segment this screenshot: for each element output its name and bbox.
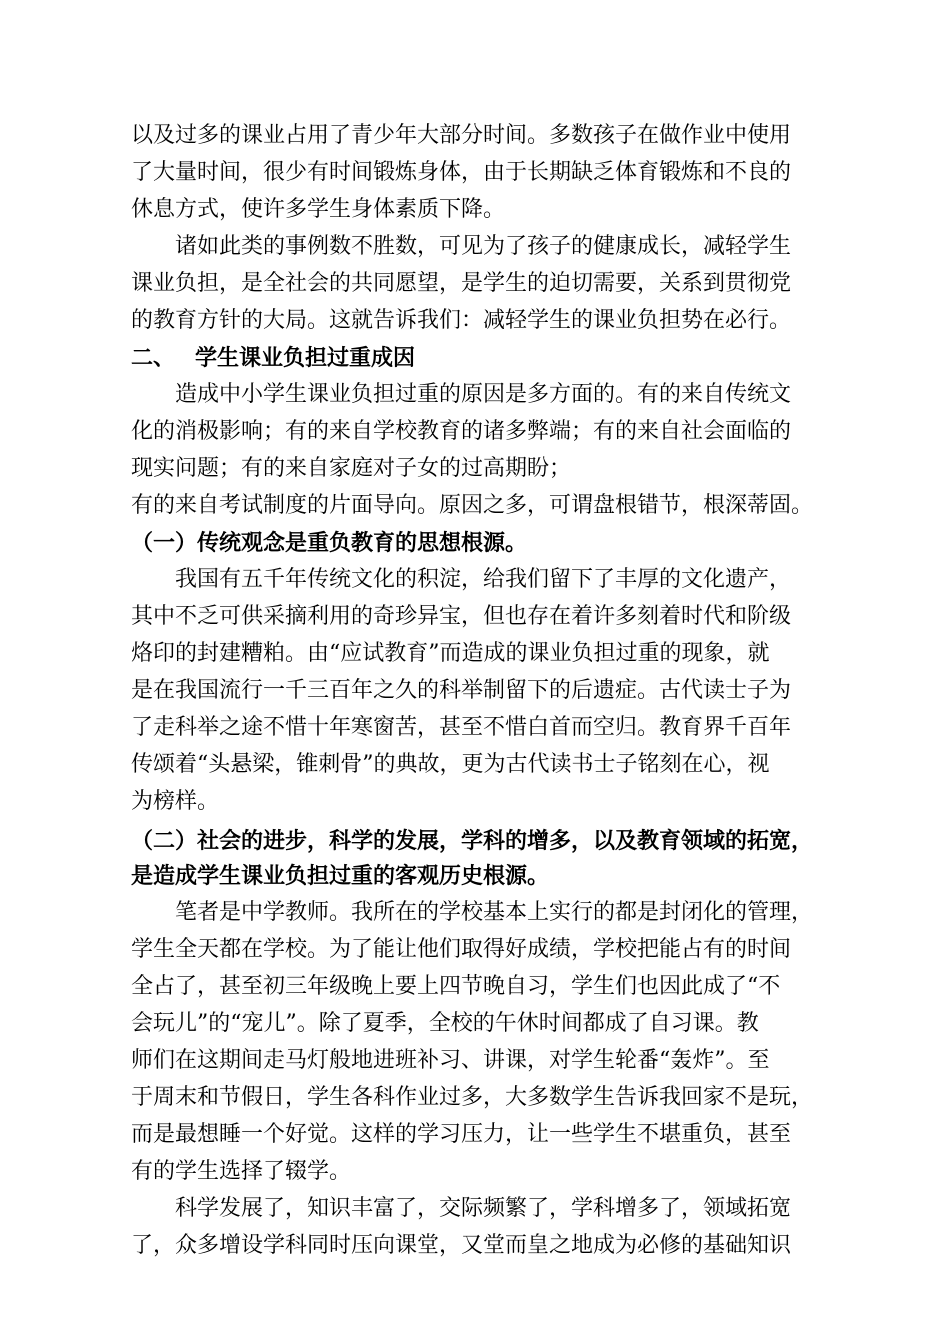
paragraph-line: 了，众多增设学科同时压向课堂，又堂而皇之地成为必修的基础知识 <box>131 1233 792 1258</box>
paragraph-line: 而是最想睡一个好觉。这样的学习压力，让一些学生不堪重负，甚至 <box>131 1122 792 1147</box>
paragraph-line: 为榜样。 <box>131 789 220 814</box>
paragraph-line: 诸如此类的事例数不胜数，可见为了孩子的健康成长，减轻学生 <box>175 234 792 259</box>
paragraph-line: 以及过多的课业占用了青少年大部分时间。多数孩子在做作业中使用 <box>131 123 792 148</box>
paragraph-line: 课业负担，是全社会的共同愿望，是学生的迫切需要，关系到贯彻党 <box>131 271 792 296</box>
paragraph-line: 的教育方针的大局。这就告诉我们：减轻学生的课业负担势在必行。 <box>131 308 792 333</box>
paragraph-line: 师们在这期间走马灯般地进班补习、讲课，对学生轮番“轰炸”。至 <box>131 1048 770 1073</box>
paragraph-line: 是在我国流行一千三百年之久的科举制留下的后遗症。古代读士子为 <box>131 678 792 703</box>
paragraph-line: 现实问题；有的来自家庭对子女的过高期盼； <box>131 456 572 481</box>
subsection-heading-continued: 是造成学生课业负担过重的客观历史根源。 <box>131 863 550 889</box>
paragraph-line: 烙印的封建糟粕。由“应试教育”而造成的课业负担过重的现象，就 <box>131 641 770 666</box>
paragraph-line: 其中不乏可供采摘利用的奇珍异宝，但也存在着许多刻着时代和阶级 <box>131 604 792 629</box>
paragraph-line: 了走科举之途不惜十年寒窗苦，甚至不惜白首而空归。教育界千百年 <box>131 715 792 740</box>
paragraph-line: 有的来自考试制度的片面导向。原因之多，可谓盘根错节，根深蒂固。 <box>131 493 814 518</box>
paragraph-line: 造成中小学生课业负担过重的原因是多方面的。有的来自传统文 <box>175 382 792 407</box>
paragraph-line: 了大量时间，很少有时间锻炼身体，由于长期缺乏体育锻炼和不良的 <box>131 160 792 185</box>
paragraph-line: 全占了，甚至初三年级晚上要上四节晚自习，学生们也因此成了“不 <box>131 974 781 999</box>
paragraph-line: 有的学生选择了辍学。 <box>131 1159 352 1184</box>
section-heading <box>131 343 821 373</box>
paragraph-line: 会玩儿”的“宠儿”。除了夏季，全校的午休时间都成了自习课。教 <box>131 1011 759 1036</box>
paragraph-line: 学生全天都在学校。为了能让他们取得好成绩，学校把能占有的时间 <box>131 937 792 962</box>
section-title: 学生课业负担过重成因 <box>195 345 416 371</box>
section-number: 二、 <box>131 345 176 371</box>
paragraph-line: 休息方式，使许多学生身体素质下降。 <box>131 197 506 222</box>
paragraph-line: 我国有五千年传统文化的积淀，给我们留下了丰厚的文化遗产， <box>175 567 792 592</box>
paragraph-line: 笔者是中学教师。我所在的学校基本上实行的都是封闭化的管理， <box>175 900 814 925</box>
paragraph-line: 传颂着“头悬梁，锥刺骨”的典故，更为古代读书士子铭刻在心，视 <box>131 752 770 777</box>
subsection-heading: （二）社会的进步，科学的发展，学科的增多，以及教育领域的拓宽， <box>131 828 814 854</box>
paragraph-line: 化的消极影响；有的来自学校教育的诸多弊端；有的来自社会面临的 <box>131 419 792 444</box>
paragraph-line: 科学发展了，知识丰富了，交际频繁了，学科增多了，领域拓宽 <box>175 1196 792 1221</box>
subsection-heading: （一）传统观念是重负教育的思想根源。 <box>131 530 528 556</box>
paragraph-line: 于周末和节假日，学生各科作业过多，大多数学生告诉我回家不是玩， <box>131 1085 814 1110</box>
